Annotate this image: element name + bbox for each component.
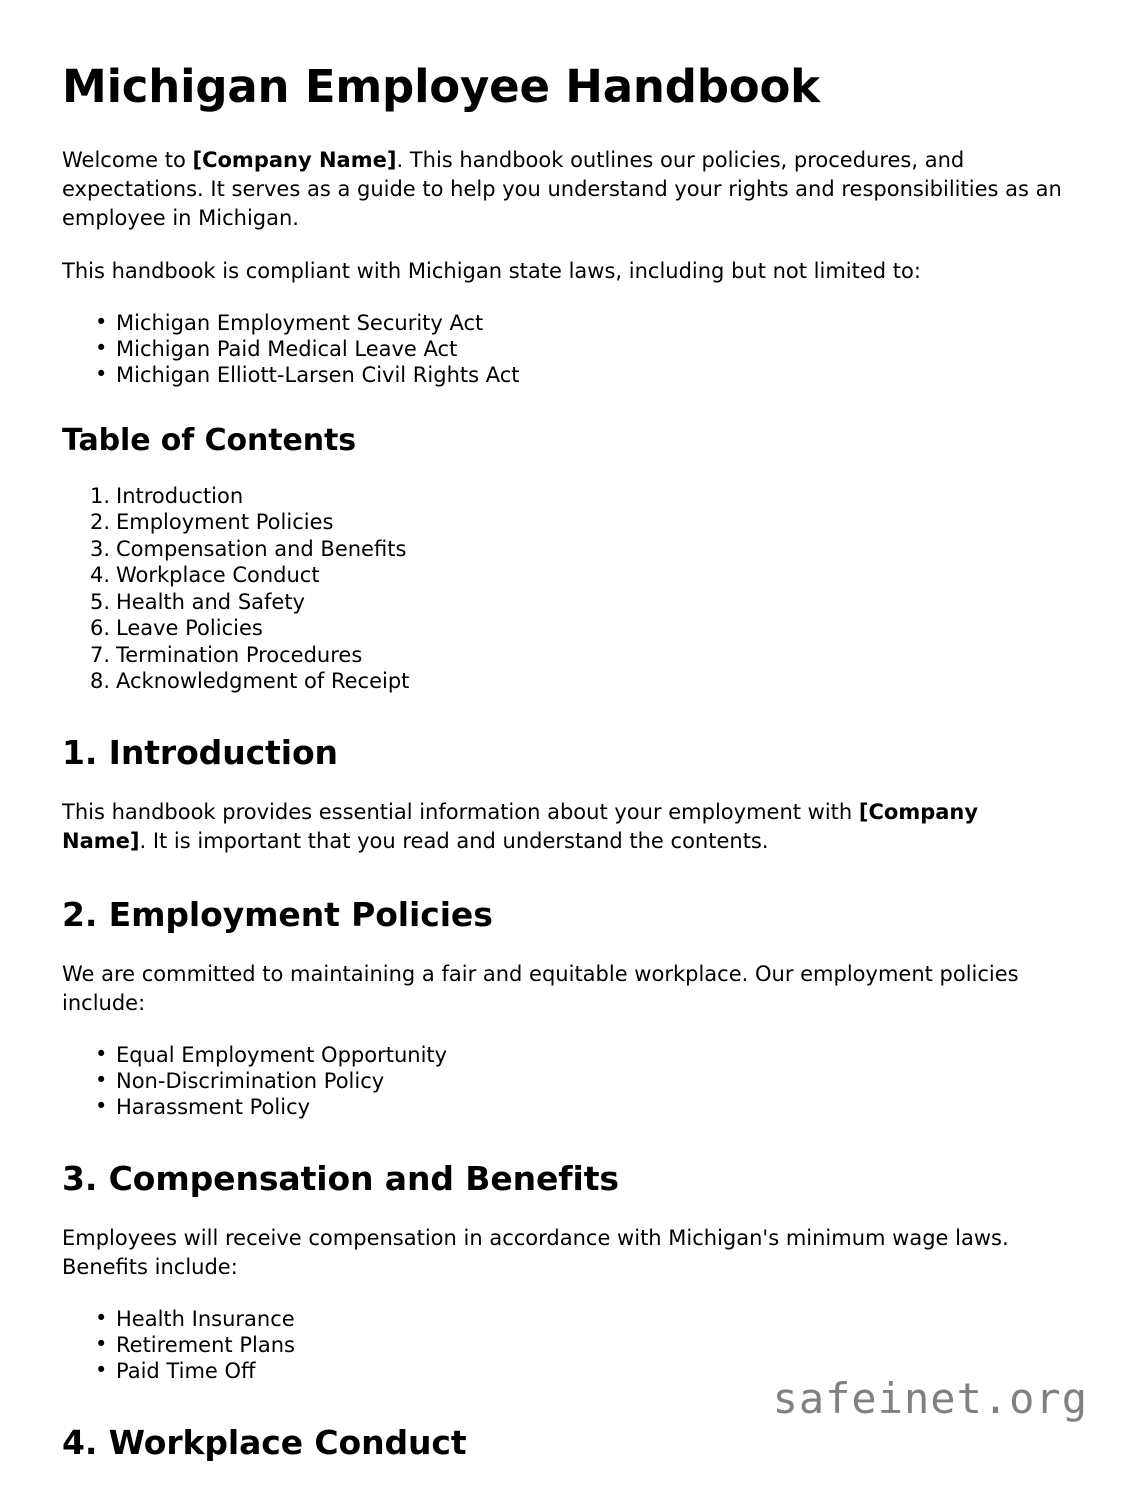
- list-item: • Health Insurance: [62, 1306, 1064, 1332]
- toc-item-acknowledgment-of-receipt[interactable]: Acknowledgment of Receipt: [116, 669, 410, 694]
- toc-item-employment-policies[interactable]: Employment Policies: [116, 510, 334, 535]
- toc-item-compensation-and-benefits[interactable]: Compensation and Benefits: [116, 536, 407, 561]
- toc-item-workplace-conduct[interactable]: Workplace Conduct: [116, 563, 320, 588]
- list-item: • Equal Employment Opportunity: [62, 1042, 1064, 1068]
- toc-item-health-and-safety[interactable]: Health and Safety: [116, 589, 305, 614]
- toc-item-introduction[interactable]: Introduction: [116, 483, 244, 508]
- company-name-placeholder: [Company Name]: [62, 800, 979, 854]
- section-paragraph-introduction: [62, 798, 1064, 856]
- employment-policies-list: [62, 1042, 1064, 1120]
- compliance-laws-list: [62, 310, 1064, 388]
- section-heading-workplace-conduct: 4. Workplace Conduct: [62, 1423, 467, 1463]
- page-title: Michigan Employee Handbook: [62, 60, 820, 113]
- document-content: [62, 62, 1064, 1488]
- section-heading-introduction: 1. Introduction: [62, 733, 338, 773]
- section-heading-employment-policies: 2. Employment Policies: [62, 895, 493, 935]
- section-paragraph-compensation-and-benefits: Employees will receive compensation in accordance with Michigan's minimum wage laws. Benefits include:: [62, 1226, 1009, 1280]
- list-item: • Retirement Plans: [62, 1332, 1064, 1358]
- section-paragraph-employment-policies: We are committed to maintaining a fair and equitable workplace. Our employment policies include:: [62, 962, 1019, 1016]
- toc-item-leave-policies[interactable]: Leave Policies: [116, 616, 263, 641]
- company-name-placeholder: [Company Name]: [192, 148, 397, 173]
- benefits-list: [62, 1306, 1064, 1384]
- intro-text-before: Welcome to: [62, 148, 193, 173]
- list-item: • Paid Time Off: [62, 1358, 1064, 1384]
- compliance-intro-paragraph: This handbook is compliant with Michigan state laws, including but not limited to:: [62, 259, 921, 284]
- intro-paragraph: [62, 146, 1064, 233]
- toc-item-termination-procedures[interactable]: Termination Procedures: [116, 642, 363, 667]
- watermark: safeinet.org: [772, 1374, 1088, 1423]
- intro-text-after: . This handbook outlines our policies, procedures, and expectations. It serves as a guide to help you understand your rights and responsibilities as an employee in Michigan.: [62, 148, 1062, 231]
- list-item: • Harassment Policy: [62, 1094, 1064, 1120]
- table-of-contents-list: [62, 483, 1064, 695]
- section-heading-compensation-and-benefits: 3. Compensation and Benefits: [62, 1159, 619, 1199]
- section-text-before: This handbook provides essential information about your employment with: [62, 800, 859, 825]
- list-item: • Non-Discrimination Policy: [62, 1068, 1064, 1094]
- table-of-contents-heading: Table of Contents: [62, 423, 357, 459]
- list-item: • Michigan Elliott-Larsen Civil Rights Act: [62, 362, 1064, 388]
- list-item: • Michigan Employment Security Act: [62, 310, 1064, 336]
- section-text-after: . It is important that you read and understand the contents.: [139, 829, 769, 854]
- list-item: • Michigan Paid Medical Leave Act: [62, 336, 1064, 362]
